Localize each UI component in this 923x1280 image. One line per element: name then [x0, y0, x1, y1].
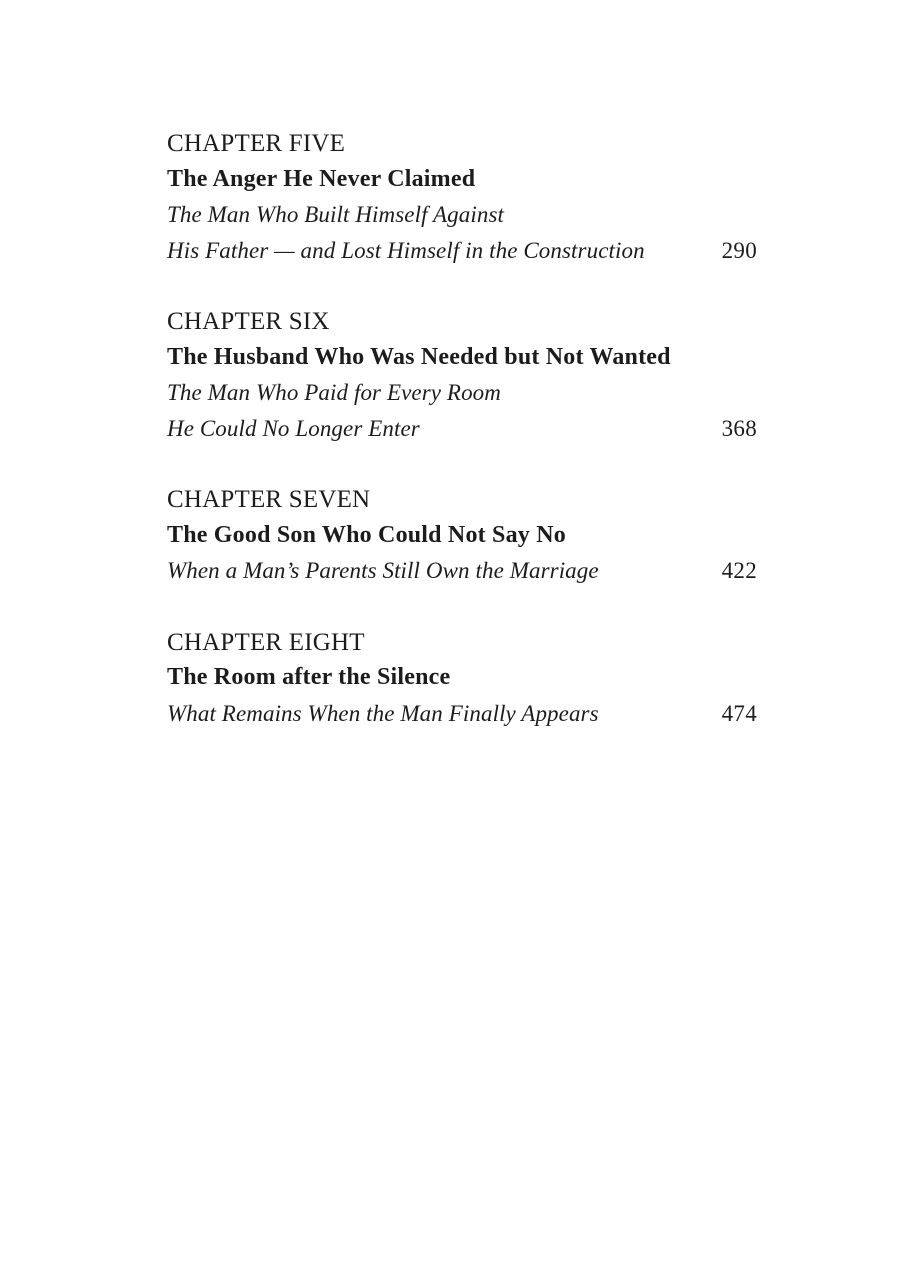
toc-entry-chapter-eight: [167, 625, 757, 732]
chapter-subtitle-final-line: [167, 411, 757, 447]
chapter-title: The Anger He Never Claimed: [167, 165, 476, 192]
chapter-label: CHAPTER SEVEN: [167, 486, 371, 513]
page-number: 422: [721, 558, 757, 583]
chapter-subtitle-final-line: [167, 233, 757, 269]
chapter-subtitle-final-line: [167, 553, 757, 589]
chapter-title: The Good Son Who Could Not Say No: [167, 521, 566, 548]
chapter-title: The Husband Who Was Needed but Not Wanted: [167, 343, 671, 370]
chapter-subtitle-final-line: [167, 696, 757, 732]
page-number: 474: [721, 700, 757, 726]
chapter-subtitle: The Man Who Built Himself Against: [167, 202, 505, 227]
page-number: 368: [721, 415, 757, 441]
toc-entry-chapter-five: [167, 126, 757, 268]
chapter-subtitle: What Remains When the Man Finally Appears: [167, 700, 599, 726]
chapter-subtitle: He Could No Longer Enter: [167, 415, 420, 441]
chapter-label: CHAPTER SIX: [167, 308, 330, 335]
toc-entry-chapter-seven: [167, 482, 757, 589]
page-number: 290: [721, 237, 757, 263]
table-of-contents: [167, 126, 757, 731]
chapter-title: The Room after the Silence: [167, 664, 451, 690]
chapter-subtitle: When a Man’s Parents Still Own the Marriage: [167, 558, 599, 583]
chapter-label: CHAPTER EIGHT: [167, 628, 365, 656]
chapter-subtitle: The Man Who Paid for Every Room: [167, 380, 501, 405]
toc-entry-chapter-six: [167, 304, 757, 446]
chapter-subtitle: His Father — and Lost Himself in the Construction: [167, 237, 645, 263]
chapter-label: CHAPTER FIVE: [167, 130, 346, 157]
